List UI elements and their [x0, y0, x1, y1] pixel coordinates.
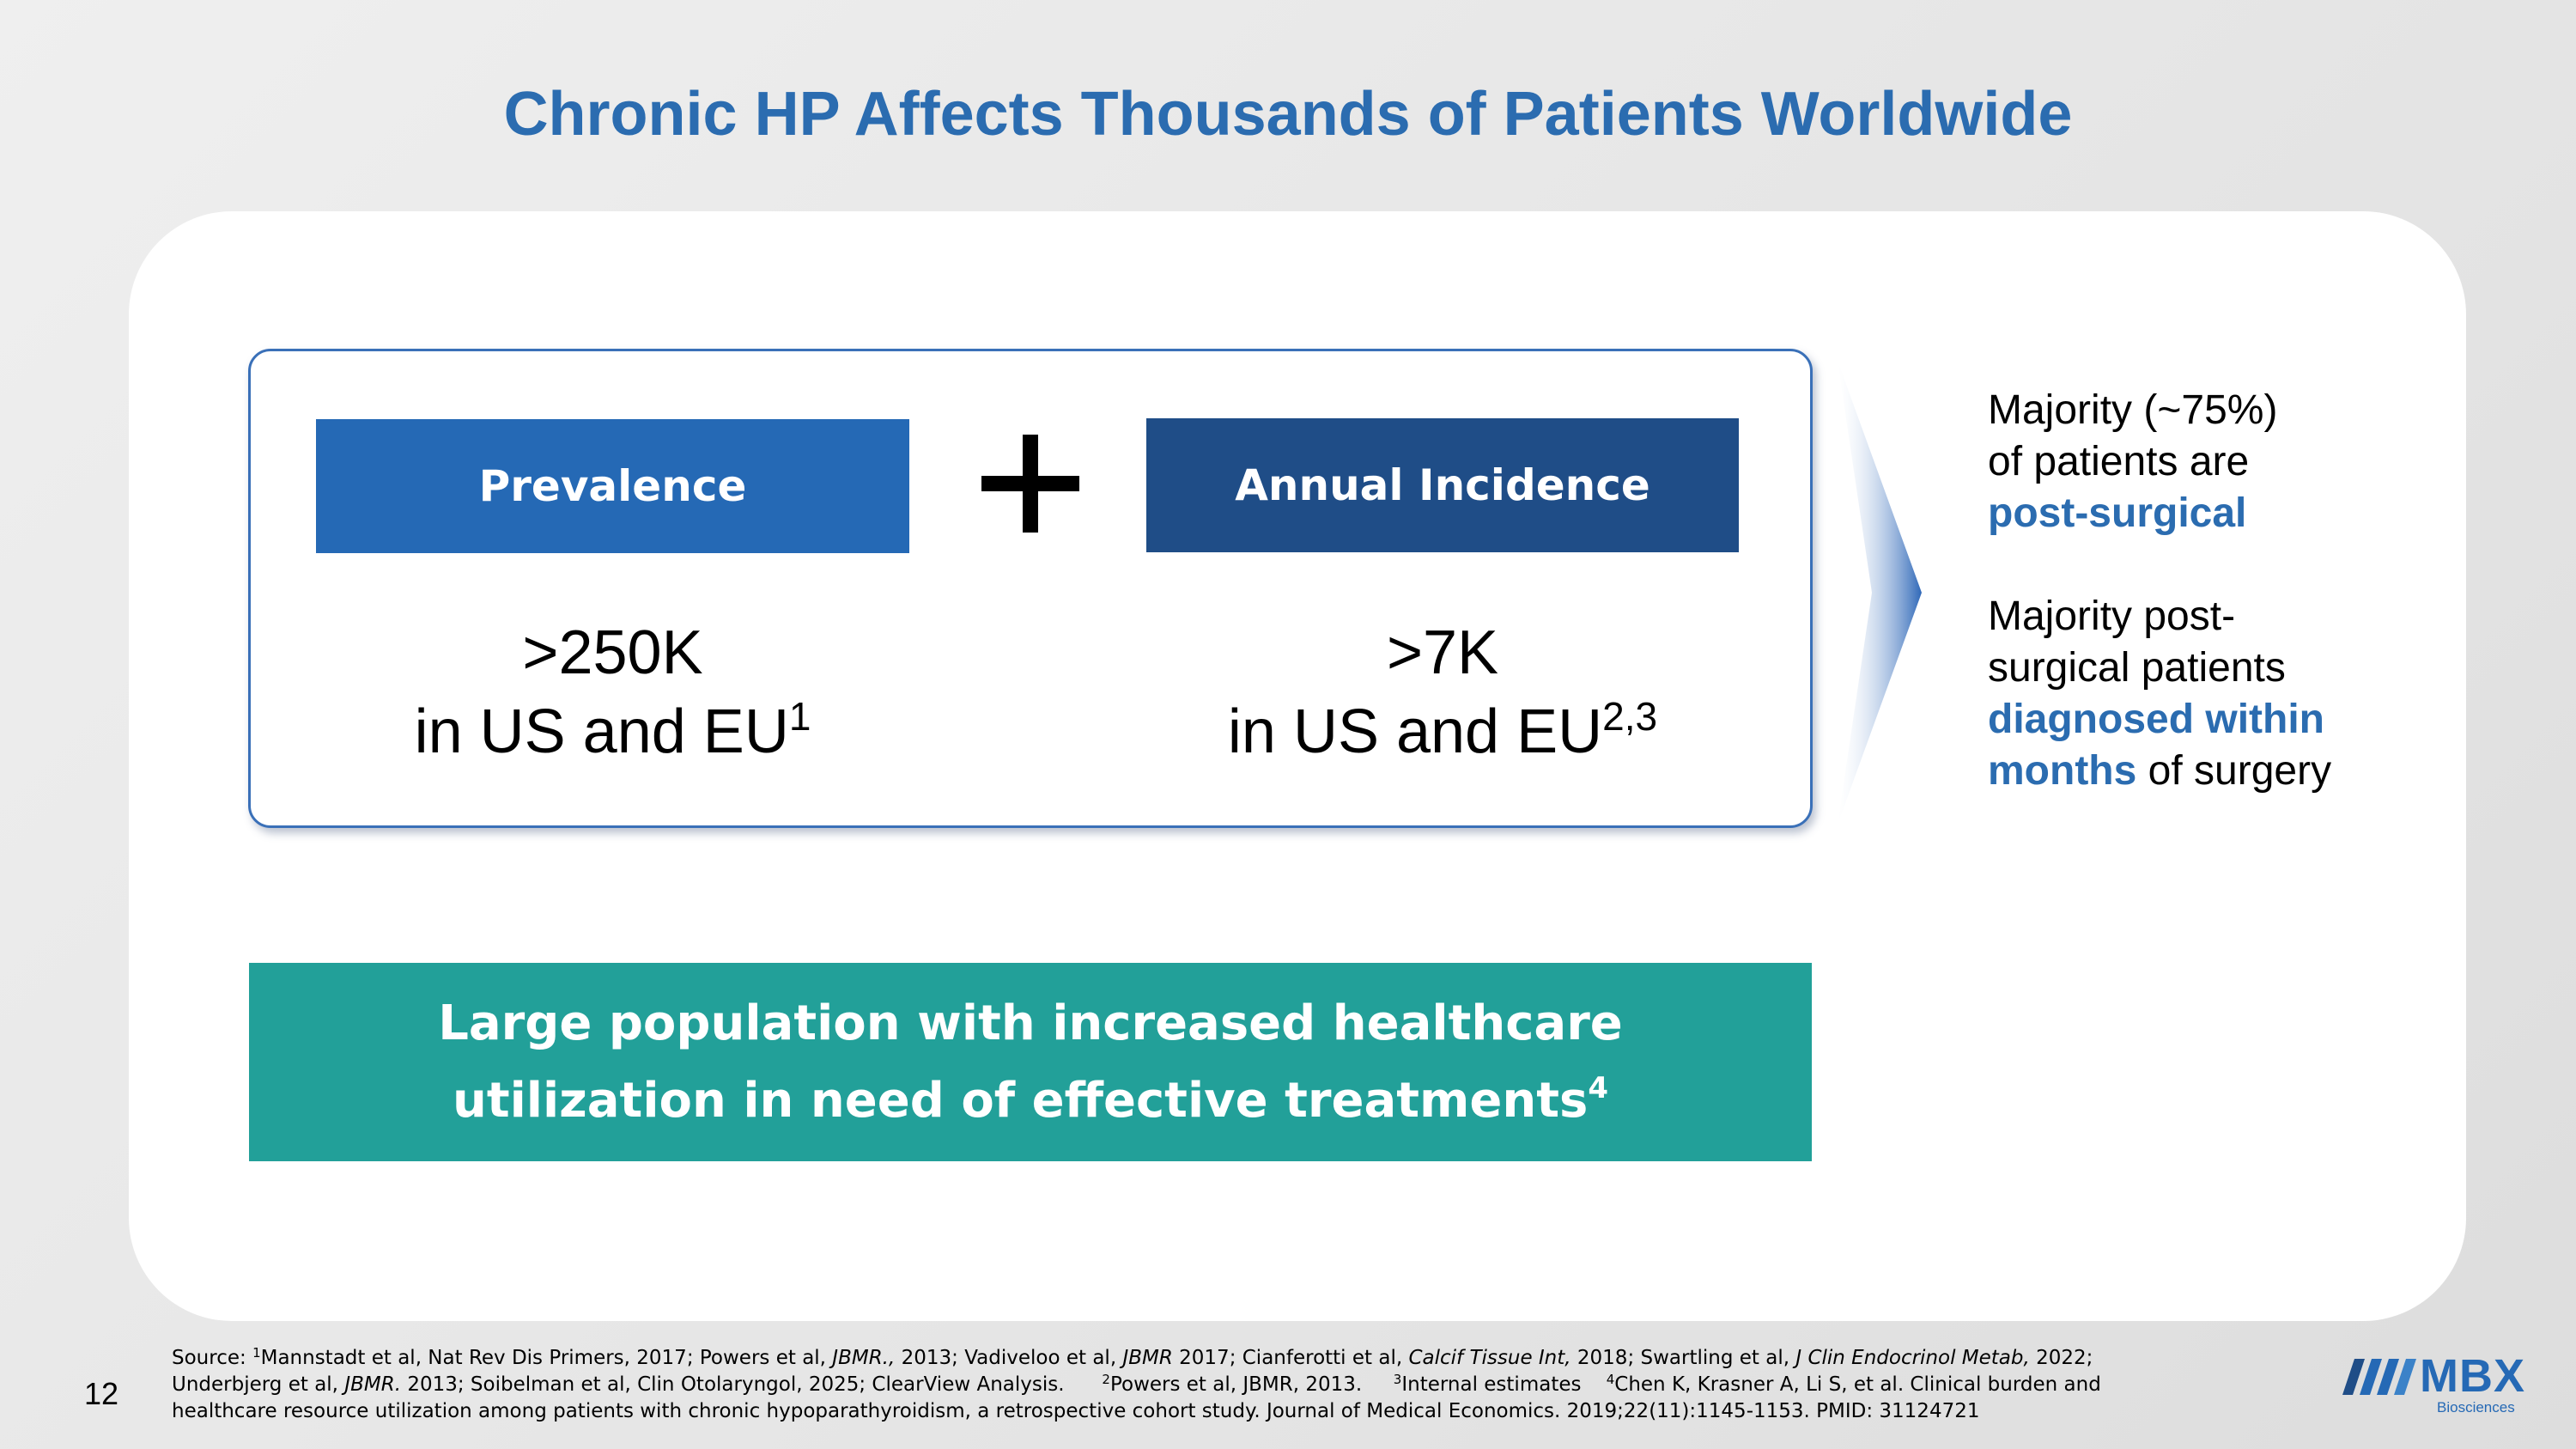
- ref1-journal-5: JBMR.: [344, 1373, 402, 1396]
- ref1-journal-3: Calcif Tissue Int,: [1408, 1347, 1571, 1369]
- prevalence-header: Prevalence: [316, 419, 909, 553]
- company-logo: [2336, 1350, 2542, 1416]
- ref1-journal-2: JBMR: [1122, 1347, 1173, 1369]
- ref1-journal-4: J Clin Endocrinol Metab,: [1795, 1347, 2030, 1369]
- ref4-num: 4: [1606, 1372, 1615, 1387]
- side-p1-line2: of patients are: [1988, 439, 2250, 484]
- ref1-text-a: Mannstadt et al, Nat Rev Dis Primers, 2017; Powers et al,: [260, 1347, 833, 1369]
- logo-mark-icon: [2336, 1352, 2421, 1400]
- incidence-region-line: [1146, 692, 1739, 771]
- diagnosis-note: [1988, 591, 2434, 797]
- side-p2-highlight1: diagnosed within: [1988, 697, 2324, 742]
- side-p2-tail: of surgery: [2136, 748, 2332, 794]
- source-label: Source:: [172, 1347, 253, 1369]
- prevalence-stat: [316, 613, 909, 771]
- side-p1-line1: Majority (~75%): [1988, 387, 2278, 433]
- prevalence-region: in US and EU: [414, 697, 789, 766]
- page-number: 12: [84, 1376, 119, 1411]
- prevalence-ref: 1: [788, 694, 811, 739]
- incidence-header: Annual Incidence: [1146, 418, 1739, 552]
- plus-icon: [975, 428, 1086, 539]
- banner-ref: 4: [1588, 1070, 1609, 1105]
- ref1-text-e: 2022; Underbjerg et al,: [172, 1347, 2093, 1396]
- side-p1-highlight: post-surgical: [1988, 490, 2247, 536]
- ref1-journal-1: JBMR.,: [832, 1347, 896, 1369]
- ref1-text-b: 2013; Vadiveloo et al,: [895, 1347, 1123, 1369]
- ref1-text-d: 2018; Swartling et al,: [1571, 1347, 1796, 1369]
- chevron-arrow-icon: [1838, 361, 1932, 825]
- logo-name: MBX: [2420, 1350, 2525, 1402]
- ref3-num: 3: [1393, 1372, 1402, 1387]
- ref1-text-f: 2013; Soibelman et al, Clin Otolaryngol, 2025; ClearView Analysis.: [401, 1373, 1103, 1396]
- side-p2-line2: surgical patients: [1988, 645, 2286, 691]
- side-p2-last-line: [1988, 746, 2434, 797]
- key-message-banner: [249, 963, 1812, 1161]
- prevalence-value: >250K: [522, 618, 703, 687]
- side-p2-highlight2: months: [1988, 748, 2137, 794]
- incidence-region: in US and EU: [1227, 697, 1603, 766]
- prevalence-region-line: [316, 692, 909, 771]
- incidence-ref: 2,3: [1602, 694, 1658, 739]
- banner-line1: Large population with increased healthcare: [438, 995, 1623, 1051]
- ref3-text: Internal estimates: [1401, 1373, 1607, 1396]
- banner-line2: utilization in need of effective treatments: [452, 1072, 1589, 1129]
- slide-title: Chronic HP Affects Thousands of Patients Worldwide: [503, 80, 2073, 149]
- ref2-text: Powers et al, JBMR, 2013.: [1109, 1373, 1394, 1396]
- source-footnote: [172, 1345, 2129, 1425]
- ref4-text: Chen K, Krasner A, Li S, et al. Clinical burden and healthcare resource utilization among patients with chronic hypoparathyroidism, a retrospective cohort study. Journal of Medical Economics. 2019;22(11):1145-1153. PMID: 31124721: [172, 1373, 2101, 1422]
- incidence-value: >7K: [1386, 618, 1499, 687]
- ref2-num: 2: [1102, 1372, 1110, 1387]
- post-surgical-note: [1988, 385, 2434, 539]
- banner-line2-wrap: [453, 1062, 1608, 1140]
- ref1-num: 1: [252, 1345, 261, 1361]
- ref1-text-c: 2017; Cianferotti et al,: [1172, 1347, 1409, 1369]
- incidence-stat: [1146, 613, 1739, 771]
- logo-subtitle: Biosciences: [2437, 1399, 2515, 1416]
- side-p2-line1: Majority post-: [1988, 594, 2236, 639]
